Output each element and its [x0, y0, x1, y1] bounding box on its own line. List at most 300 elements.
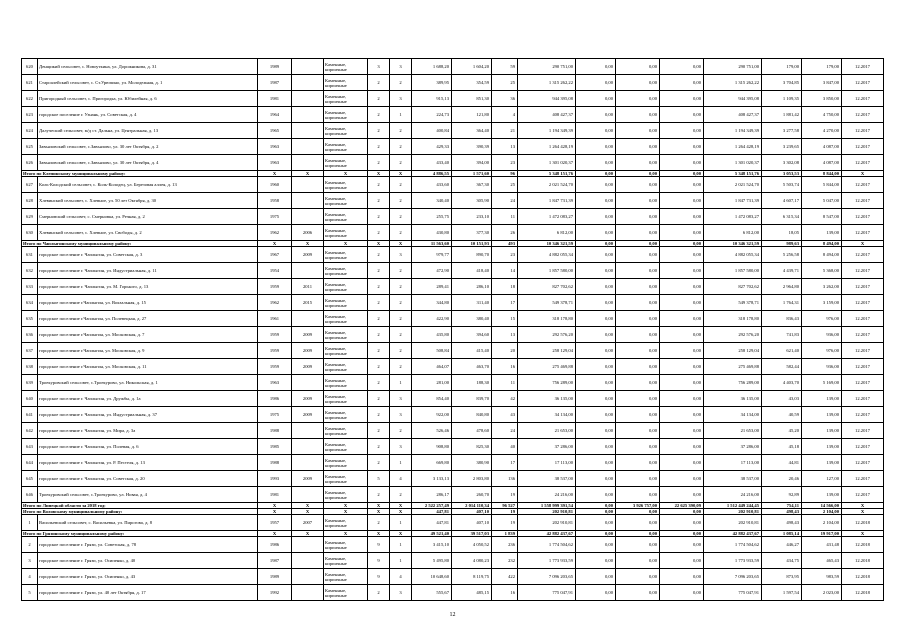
table-cell: 944 395,08: [518, 91, 576, 107]
row-number-cell: 5: [22, 585, 38, 601]
row-number-cell: 641: [22, 407, 38, 423]
table-cell: 2015: [292, 295, 324, 311]
summary-cell: 0,00: [660, 531, 704, 537]
table-cell: 25: [492, 177, 518, 193]
table-cell: 2: [368, 439, 390, 455]
address-cell: Далуческий сельсовет, м/д ст. Дальна, ул. Центральная, д. 13: [38, 123, 258, 139]
table-cell: 6 812,00: [518, 225, 576, 241]
table-cell: 45,20: [762, 423, 802, 439]
table-cell: 139,00: [802, 439, 842, 455]
summary-cell: X: [842, 503, 884, 509]
table-cell: 4: [390, 569, 412, 585]
table-cell: 3: [368, 59, 390, 75]
summary-cell: X: [258, 531, 292, 537]
table-cell: 1989: [258, 59, 292, 75]
table-cell: 2: [368, 225, 390, 241]
table-cell: 3 277,58: [762, 123, 802, 139]
table-body: [22, 59, 884, 601]
table-cell: 3: [390, 391, 412, 407]
table-cell: 431,48: [802, 537, 842, 553]
table-cell: 1 194 349,39: [518, 123, 576, 139]
summary-cell: 202 910,81: [518, 509, 576, 515]
table-cell: 10 648,60: [412, 569, 452, 585]
table-cell: 5 368,00: [802, 263, 842, 279]
wall-material-cell: Каменные, кирпичные: [324, 359, 368, 375]
table-cell: 2: [390, 155, 412, 171]
table-cell: 3: [390, 407, 412, 423]
table-cell: 0,00: [616, 423, 660, 439]
table-cell: 12.2017: [842, 391, 884, 407]
table-cell: 922,00: [412, 407, 452, 423]
table-cell: 121,80: [452, 107, 492, 123]
table-cell: 2: [368, 91, 390, 107]
summary-cell: 989,63: [762, 241, 802, 247]
table-cell: 290 751,00: [704, 59, 762, 75]
table-cell: 59: [492, 59, 518, 75]
address-cell: Денщикий сельсовет, с. Новоуткина, ул. Дорожникова, д. 31: [38, 59, 258, 75]
row-number-cell: 637: [22, 343, 38, 359]
row-number-cell: 628: [22, 193, 38, 209]
table-cell: 1 847 731,39: [704, 193, 762, 209]
table-cell: 12.2017: [842, 155, 884, 171]
wall-material-cell: Каменные, кирпичные: [324, 537, 368, 553]
table-cell: 1 773 933,59: [518, 553, 576, 569]
table-cell: 367,30: [452, 177, 492, 193]
table-cell: 0,00: [660, 155, 704, 171]
table-cell: 2009: [292, 327, 324, 343]
table-cell: 0,00: [660, 343, 704, 359]
table-cell: 1 301 020,37: [518, 155, 576, 171]
table-row: [22, 375, 884, 391]
table-cell: 1954: [258, 263, 292, 279]
table-cell: 463,70: [452, 359, 492, 375]
table-cell: 0,00: [616, 515, 660, 531]
table-cell: 1: [390, 537, 412, 553]
row-number-cell: 620: [22, 59, 38, 75]
table-cell: 18,05: [762, 225, 802, 241]
table-cell: 1 264 428,19: [518, 139, 576, 155]
row-number-cell: 3: [22, 553, 38, 569]
address-cell: Васильевский сельсовет, с. Васильевка, ул. Пирогова, д. 8: [38, 515, 258, 531]
table-cell: 2: [390, 123, 412, 139]
table-cell: 0,00: [576, 139, 616, 155]
table-cell: 434,75: [762, 553, 802, 569]
address-cell: Троекуровский сельсовет, с.Троекурово, ул. Никольская, д. 1: [38, 375, 258, 391]
table-cell: 12.2018: [842, 515, 884, 531]
table-cell: 377,30: [452, 225, 492, 241]
table-cell: 12.2017: [842, 177, 884, 193]
table-cell: 318 178,80: [518, 311, 576, 327]
table-cell: 526,46: [412, 423, 452, 439]
table-cell: 344,80: [412, 295, 452, 311]
table-cell: [292, 193, 324, 209]
wall-material-cell: Каменные, кирпичные: [324, 407, 368, 423]
table-cell: 2: [390, 311, 412, 327]
table-cell: 202 910,81: [518, 515, 576, 531]
table-cell: 4 439,71: [762, 263, 802, 279]
summary-cell: 0,00: [616, 171, 660, 177]
table-cell: 0,00: [576, 359, 616, 375]
table-cell: 13: [492, 327, 518, 343]
table-cell: 0,00: [576, 177, 616, 193]
table-cell: 839,70: [452, 391, 492, 407]
table-cell: 0,00: [616, 279, 660, 295]
table-cell: 275 469,88: [704, 359, 762, 375]
table-cell: 0,00: [576, 585, 616, 601]
summary-cell: 0,00: [576, 503, 616, 509]
summary-cell: 0,00: [660, 241, 704, 247]
address-cell: Староалейский сельсовет, с. Ст.Урюпино, ул. Молодежная, д. 1: [38, 75, 258, 91]
table-cell: 1975: [258, 209, 292, 225]
table-cell: 0,00: [660, 375, 704, 391]
table-cell: 311,40: [452, 295, 492, 311]
row-number-cell: 646: [22, 487, 38, 503]
table-cell: 0,00: [660, 471, 704, 487]
row-number-cell: 638: [22, 359, 38, 375]
table-cell: 0,00: [616, 59, 660, 75]
table-row: [22, 139, 884, 155]
table-cell: 979,77: [412, 247, 452, 263]
wall-material-cell: Каменные, кирпичные: [324, 209, 368, 225]
table-cell: [292, 585, 324, 601]
table-cell: 289,41: [412, 279, 452, 295]
table-cell: 7 096 203,65: [704, 569, 762, 585]
table-cell: 12.2017: [842, 439, 884, 455]
table-cell: 0,00: [616, 343, 660, 359]
table-cell: 11: [492, 209, 518, 225]
row-number-cell: 4: [22, 569, 38, 585]
table-cell: 0,00: [576, 225, 616, 241]
summary-cell: X: [390, 509, 412, 515]
table-cell: 3 133,13: [412, 471, 452, 487]
table-cell: 2: [390, 359, 412, 375]
table-cell: 2: [368, 585, 390, 601]
wall-material-cell: Каменные, кирпичные: [324, 59, 368, 75]
table-row: [22, 343, 884, 359]
table-cell: 4: [492, 107, 518, 123]
table-cell: 0,00: [660, 91, 704, 107]
table-cell: 12.2017: [842, 407, 884, 423]
table-cell: 3 302,08: [762, 155, 802, 171]
table-cell: 1986: [258, 537, 292, 553]
row-number-cell: 627: [22, 177, 38, 193]
table-cell: 0,00: [576, 295, 616, 311]
table-cell: 2: [368, 487, 390, 503]
table-cell: 741,83: [762, 327, 802, 343]
table-cell: 139,00: [802, 225, 842, 241]
table-cell: 976,00: [802, 343, 842, 359]
table-cell: 37 286,00: [518, 439, 576, 455]
table-cell: 0,00: [616, 471, 660, 487]
table-row: [22, 193, 884, 209]
table-cell: 2 964,80: [762, 279, 802, 295]
table-row: [22, 177, 884, 193]
summary-cell: 49 521,40: [412, 531, 452, 537]
table-cell: 0,00: [616, 439, 660, 455]
table-cell: 0,00: [660, 423, 704, 439]
summary-cell: 2 104,00: [802, 509, 842, 515]
table-cell: 0,00: [576, 123, 616, 139]
table-row: [22, 279, 884, 295]
summary-cell: 19: [492, 509, 518, 515]
wall-material-cell: Каменные, кирпичные: [324, 91, 368, 107]
summary-cell: X: [292, 171, 324, 177]
table-cell: 1 857 580,00: [518, 263, 576, 279]
table-cell: 1989: [258, 569, 292, 585]
table-cell: 430,80: [412, 225, 452, 241]
table-row: [22, 423, 884, 439]
table-cell: 1: [390, 553, 412, 569]
address-cell: городское поселение г.Чаплыгин, ул. Полевецкая, д. 27: [38, 311, 258, 327]
address-cell: городское поселение г. Чаплыгин, ул. М. Горького, д. 13: [38, 279, 258, 295]
wall-material-cell: Каменные, кирпичные: [324, 439, 368, 455]
table-cell: 0,00: [616, 487, 660, 503]
address-cell: Хлевинский сельсовет, с. Хлевное, ул. Свободы, д. 2: [38, 225, 258, 241]
table-cell: 0,00: [576, 515, 616, 531]
table-cell: 1985: [258, 439, 292, 455]
table-cell: 12.2017: [842, 263, 884, 279]
table-cell: 3 847,00: [802, 75, 842, 91]
address-cell: городское поселение г. Грязи, ул. Осипенко, д. 40: [38, 553, 258, 569]
table-row: [22, 311, 884, 327]
summary-cell: 0,00: [660, 171, 704, 177]
summary-cell: 1 571,60: [452, 171, 492, 177]
table-cell: 2: [390, 263, 412, 279]
table-cell: 400,84: [412, 123, 452, 139]
table-cell: 0,00: [660, 487, 704, 503]
table-cell: 19: [492, 515, 518, 531]
table-cell: 1959: [258, 327, 292, 343]
table-row: [22, 225, 884, 241]
table-cell: 555,67: [412, 585, 452, 601]
table-cell: 3 415,10: [412, 537, 452, 553]
table-cell: 36 135,00: [518, 391, 576, 407]
table-cell: 394,00: [452, 155, 492, 171]
address-cell: городское поселение г. Чаплыгин, ул. Мира, д. 3а: [38, 423, 258, 439]
table-cell: 0,00: [660, 279, 704, 295]
table-cell: 825,30: [452, 439, 492, 455]
table-cell: 34 134,00: [518, 407, 576, 423]
table-cell: 0,00: [660, 123, 704, 139]
address-cell: Троекуровский сельсовет, с.Троекурово, ул. Новая, д. 4: [38, 487, 258, 503]
table-cell: 0,00: [660, 59, 704, 75]
table-cell: [292, 75, 324, 91]
table-cell: 0,00: [660, 569, 704, 585]
table-cell: 1 774 504,62: [704, 537, 762, 553]
table-cell: 17 113,00: [704, 455, 762, 471]
table-cell: 508,84: [412, 343, 452, 359]
summary-cell: 0,00: [616, 241, 660, 247]
table-cell: 12.2017: [842, 359, 884, 375]
address-cell: городское поселение г. Чаплыгин, ул. Советская, д. 20: [38, 471, 258, 487]
summary-cell: 3 053,53: [762, 171, 802, 177]
row-number-cell: 1: [22, 515, 38, 531]
table-cell: [292, 123, 324, 139]
wall-material-cell: Каменные, кирпичные: [324, 225, 368, 241]
summary-cell: 19 917,00: [802, 531, 842, 537]
summary-cell: 1 085,14: [762, 531, 802, 537]
wall-material-cell: Каменные, кирпичные: [324, 375, 368, 391]
table-row: [22, 359, 884, 375]
table-cell: 179,00: [802, 59, 842, 75]
table-cell: 2: [368, 327, 390, 343]
table-cell: 6 315,34: [762, 209, 802, 225]
summary-cell: 407,10: [452, 509, 492, 515]
table-cell: 3 262,00: [802, 279, 842, 295]
table-cell: 12.2017: [842, 193, 884, 209]
summary-label: Итого по Липецкой области за 2018 год:: [22, 503, 258, 509]
table-cell: 827 702,62: [704, 279, 762, 295]
summary-cell: 447,81: [412, 509, 452, 515]
row-number-cell: 622: [22, 91, 38, 107]
table-cell: 890,70: [452, 247, 492, 263]
table-cell: 0,00: [576, 391, 616, 407]
table-cell: 188,30: [452, 375, 492, 391]
wall-material-cell: Каменные, кирпичные: [324, 311, 368, 327]
address-cell: городское поселение г. Чаплыгин, ул. Индустриальная, д. 37: [38, 407, 258, 423]
table-cell: 45,18: [762, 439, 802, 455]
table-cell: 1 597,54: [762, 585, 802, 601]
summary-cell: 0,00: [616, 531, 660, 537]
table-cell: 6 812,00: [704, 225, 762, 241]
table-cell: 12.2017: [842, 225, 884, 241]
wall-material-cell: Каменные, кирпичные: [324, 343, 368, 359]
table-cell: 0,00: [660, 177, 704, 193]
table-cell: 12.2017: [842, 247, 884, 263]
table-cell: 5 256,58: [762, 247, 802, 263]
table-cell: 582,44: [762, 359, 802, 375]
table-cell: 418,40: [452, 263, 492, 279]
summary-cell: X: [842, 509, 884, 515]
table-cell: 0,00: [576, 107, 616, 123]
table-cell: 1: [390, 107, 412, 123]
table-row: [22, 209, 884, 225]
table-cell: 1961: [258, 311, 292, 327]
table-cell: 12.2018: [842, 585, 884, 601]
table-cell: 179,00: [762, 59, 802, 75]
table-cell: 3 850,00: [802, 91, 842, 107]
table-cell: 286,10: [452, 279, 492, 295]
table-cell: 8 547,00: [802, 209, 842, 225]
table-cell: 472,90: [412, 263, 452, 279]
table-cell: 0,00: [576, 209, 616, 225]
table-cell: 2: [368, 375, 390, 391]
table-cell: 0,00: [660, 439, 704, 455]
wall-material-cell: Каменные, кирпичные: [324, 123, 368, 139]
table-cell: 2: [390, 139, 412, 155]
table-cell: 26: [492, 225, 518, 241]
table-cell: 2: [368, 407, 390, 423]
table-cell: 465,43: [802, 553, 842, 569]
table-row: [22, 75, 884, 91]
table-cell: 12.2017: [842, 455, 884, 471]
table-cell: 1963: [258, 375, 292, 391]
table-cell: 0,00: [660, 515, 704, 531]
table-cell: 12.2018: [842, 553, 884, 569]
table-cell: 389,95: [412, 75, 452, 91]
table-cell: 854,40: [412, 391, 452, 407]
address-cell: городское поселение г.Чаплыгин, ул. Московская, д. 7: [38, 327, 258, 343]
wall-material-cell: Каменные, кирпичные: [324, 295, 368, 311]
table-cell: 2 104,00: [802, 515, 842, 531]
table-cell: 12.2017: [842, 107, 884, 123]
table-cell: 1 847 731,39: [518, 193, 576, 209]
table-cell: 0,00: [616, 391, 660, 407]
table-cell: 24: [492, 193, 518, 209]
table-cell: 669,80: [412, 455, 452, 471]
table-cell: 836,43: [762, 311, 802, 327]
table-cell: 34 134,00: [704, 407, 762, 423]
table-cell: 1992: [258, 585, 292, 601]
table-cell: 40,59: [762, 407, 802, 423]
table-cell: 2: [390, 75, 412, 91]
table-cell: 422: [492, 569, 518, 585]
summary-cell: X: [842, 531, 884, 537]
table-cell: 1965: [258, 123, 292, 139]
summary-cell: 10 346 321,59: [704, 241, 762, 247]
table-cell: 14: [492, 263, 518, 279]
summary-cell: 10 151,93: [452, 241, 492, 247]
table-cell: 2: [368, 247, 390, 263]
address-cell: Коль-Колодский сельсовет, с. Коль-Колодец, ул. Березовая аллея, д. 13: [38, 177, 258, 193]
table-cell: 0,00: [660, 407, 704, 423]
table-cell: 12.2018: [842, 537, 884, 553]
table-row: [22, 59, 884, 75]
table-cell: 851,30: [452, 91, 492, 107]
table-cell: 43,03: [762, 391, 802, 407]
table-cell: 1981: [258, 487, 292, 503]
table-cell: 0,00: [616, 407, 660, 423]
summary-cell: 22 625 390,09: [660, 503, 704, 509]
table-cell: 290 751,00: [518, 59, 576, 75]
table-cell: 24 216,00: [518, 487, 576, 503]
wall-material-cell: Каменные, кирпичные: [324, 423, 368, 439]
summary-cell: 0,00: [660, 509, 704, 515]
table-cell: 827 702,62: [518, 279, 576, 295]
table-cell: 1 604,20: [452, 59, 492, 75]
summary-cell: 8 844,00: [802, 171, 842, 177]
table-cell: [292, 569, 324, 585]
address-cell: Хлевинский сельсовет, с. Хлевное, ул. 50 лет Октября, д. 30: [38, 193, 258, 209]
table-row: [22, 553, 884, 569]
table-cell: 1987: [258, 75, 292, 91]
summary-cell: X: [842, 171, 884, 177]
summary-cell: 0,00: [576, 531, 616, 537]
summary-cell: 1 512 449 244,45: [704, 503, 762, 509]
table-cell: 756 289,00: [518, 375, 576, 391]
table-cell: 2: [368, 107, 390, 123]
table-cell: 139,00: [802, 407, 842, 423]
table-cell: 380,40: [452, 311, 492, 327]
row-number-cell: 635: [22, 311, 38, 327]
table-cell: 1975: [258, 407, 292, 423]
table-cell: 0,00: [576, 75, 616, 91]
table-cell: 0,00: [660, 209, 704, 225]
table-cell: 0,00: [616, 553, 660, 569]
table-cell: 390,39: [452, 139, 492, 155]
row-number-cell: 642: [22, 423, 38, 439]
wall-material-cell: Каменные, кирпичные: [324, 391, 368, 407]
table-cell: 232: [492, 553, 518, 569]
table-cell: 0,00: [576, 407, 616, 423]
summary-cell: X: [390, 503, 412, 509]
summary-cell: 202 910,81: [704, 509, 762, 515]
table-cell: 840,80: [452, 407, 492, 423]
table-cell: 756 289,00: [704, 375, 762, 391]
row-number-cell: 630: [22, 225, 38, 241]
address-cell: городское поселение г. Узнань, ул. Советская, д. 4: [38, 107, 258, 123]
summary-cell: X: [258, 509, 292, 515]
